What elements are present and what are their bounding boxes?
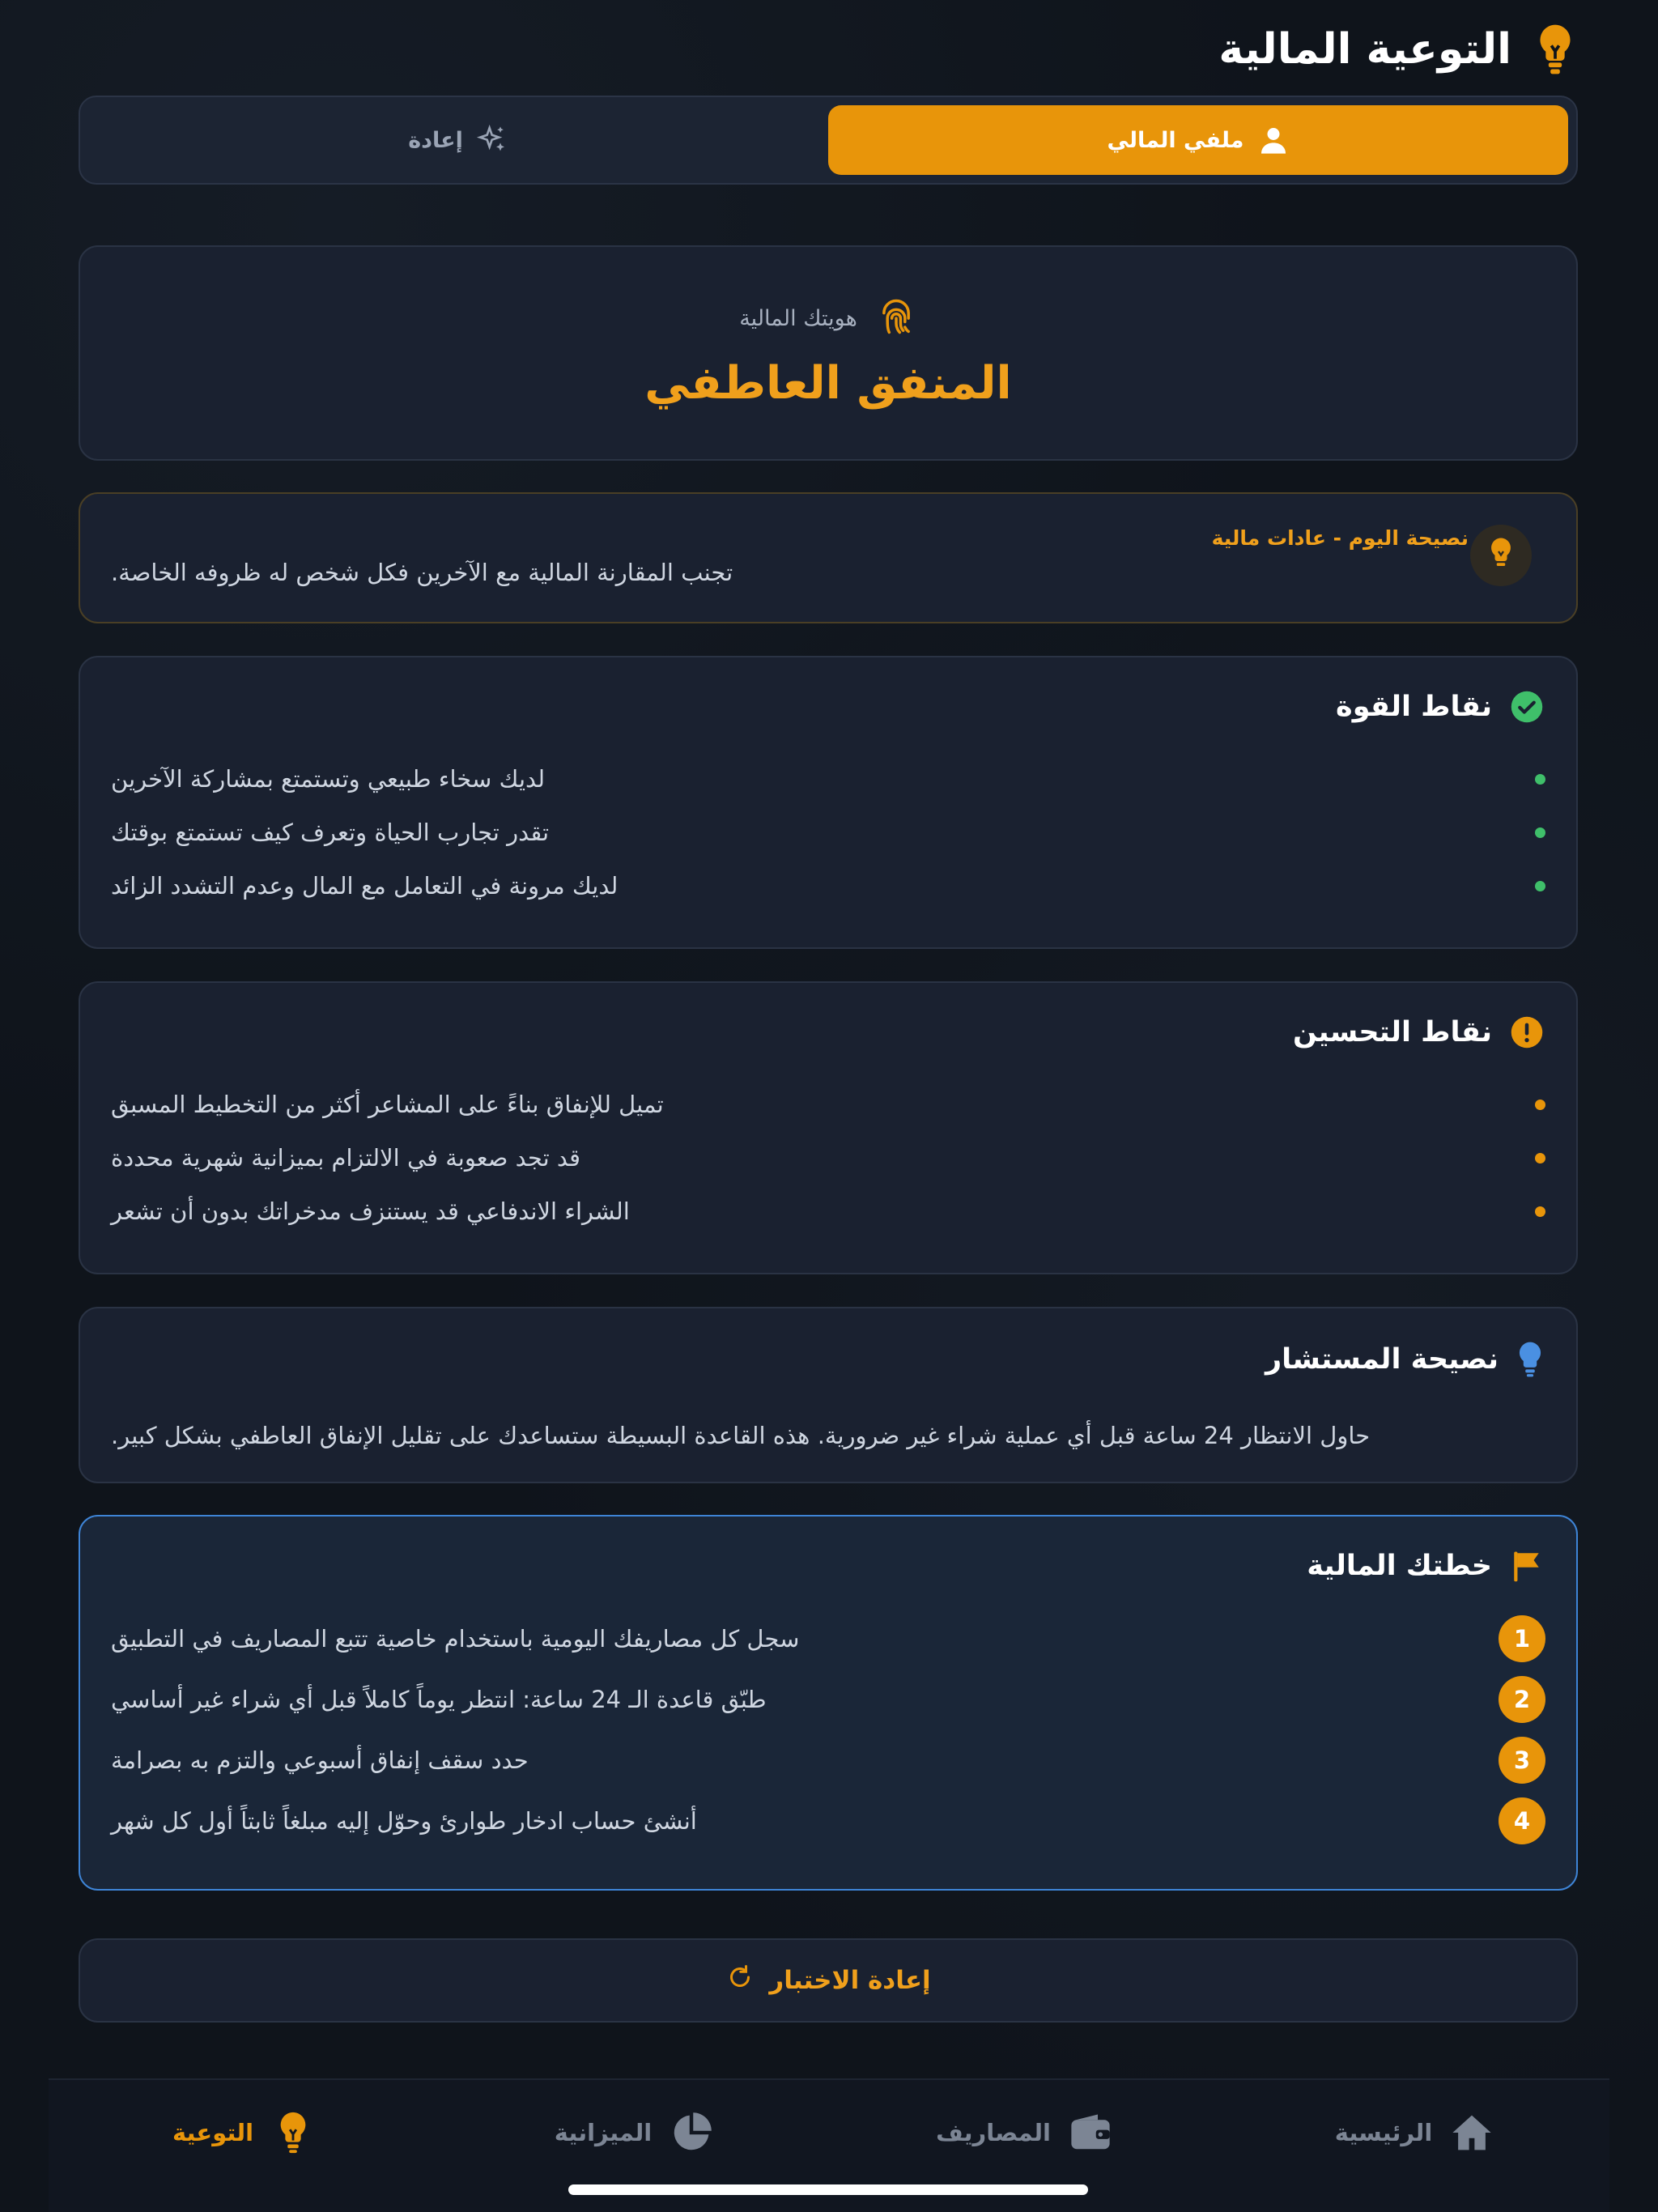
financial-identity-card — [79, 245, 1578, 461]
tab-my-profile[interactable] — [828, 105, 1568, 175]
advisor-text: حاول الانتظار 24 ساعة قبل أي عملية شراء غير ضرورية. هذه القاعدة البسيطة ستساعدك على تقليل الإنفاق العاطفي بشكل كبير. — [111, 1422, 1371, 1449]
identity-value: المنفق العاطفي — [644, 357, 1012, 410]
bullet-dot — [1535, 1153, 1545, 1163]
step-number: 1 — [1499, 1615, 1545, 1662]
nav-label: المصاريف — [936, 2119, 1051, 2146]
tip-title: نصيحة اليوم - عادات مالية — [1211, 526, 1469, 550]
list-item-text: قد تجد صعوبة في الالتزام بميزانية شهرية محددة — [111, 1144, 580, 1172]
tip-text: تجنب المقارنة المالية مع الآخرين فكل شخص له ظروفه الخاصة. — [111, 559, 733, 586]
bullet-dot — [1535, 774, 1545, 785]
exclamation-circle-icon — [1510, 1015, 1544, 1049]
step-number: 3 — [1499, 1737, 1545, 1784]
lightbulb-icon — [271, 2111, 315, 2155]
bullet-dot — [1535, 1206, 1545, 1217]
section-title: نقاط التحسين — [1292, 1016, 1492, 1049]
list-item-text: الشراء الاندفاعي قد يستنزف مدخراتك بدون أن تشعر — [111, 1197, 630, 1225]
nav-awareness[interactable] — [49, 2111, 439, 2155]
list-item — [111, 1193, 1545, 1229]
lightbulb-icon — [1533, 23, 1578, 76]
list-item-text: تقدر تجارب الحياة وتعرف كيف تستمتع بوقتك — [111, 819, 550, 846]
check-circle-icon — [1510, 690, 1544, 724]
bullet-dot — [1535, 1100, 1545, 1110]
flag-icon — [1510, 1549, 1544, 1583]
retake-quiz-button[interactable] — [79, 1938, 1578, 2023]
list-item — [111, 815, 1545, 850]
profile-tabs — [79, 96, 1578, 185]
identity-label: هويتك المالية — [739, 305, 857, 331]
improvements-card — [79, 981, 1578, 1274]
page-header — [1218, 23, 1578, 76]
user-icon — [1257, 124, 1290, 156]
list-item-text: لديك سخاء طبيعي وتستمتع بمشاركة الآخرين — [111, 765, 546, 793]
nav-label: الميزانية — [554, 2119, 653, 2146]
plan-step — [111, 1615, 1545, 1662]
step-text: أنشئ حساب ادخار طوارئ وحوّل إليه مبلغاً ثابتاً أول كل شهر — [111, 1807, 697, 1835]
list-item — [111, 1140, 1545, 1176]
bullet-dot — [1535, 881, 1545, 891]
identity-label-row — [80, 294, 1576, 342]
refresh-icon — [725, 1963, 755, 1998]
sparkles-icon — [476, 124, 508, 156]
section-header — [1293, 1015, 1544, 1049]
section-header — [1265, 1341, 1544, 1378]
nav-label: الرئيسية — [1334, 2119, 1433, 2146]
plan-step — [111, 1737, 1545, 1784]
step-text: طبّق قاعدة الـ 24 ساعة: انتظر يوماً كاملاً قبل أي شراء غير أساسي — [111, 1686, 767, 1713]
step-number: 2 — [1499, 1676, 1545, 1723]
section-title: نصيحة المستشار — [1265, 1343, 1499, 1376]
list-item — [111, 868, 1545, 904]
list-item-text: تميل للإنفاق بناءً على المشاعر أكثر من التخطيط المسبق — [111, 1091, 664, 1118]
step-text: حدد سقف إنفاق أسبوعي والتزم به بصرامة — [111, 1746, 529, 1774]
section-title: خطتك المالية — [1307, 1550, 1492, 1582]
step-number: 4 — [1499, 1797, 1545, 1844]
section-header — [1336, 690, 1544, 724]
wallet-icon — [1069, 2111, 1112, 2155]
tab-reset[interactable] — [88, 105, 828, 175]
home-indicator — [568, 2184, 1088, 2195]
daily-tip-card — [79, 492, 1578, 623]
section-header — [1307, 1549, 1544, 1583]
list-item — [111, 1087, 1545, 1122]
nav-expenses[interactable] — [829, 2111, 1219, 2155]
nav-label: التوعية — [172, 2119, 254, 2146]
page-title: التوعية المالية — [1218, 25, 1511, 74]
section-title: نقاط القوة — [1336, 691, 1492, 723]
nav-budget[interactable] — [439, 2111, 829, 2155]
retake-label: إعادة الاختبار — [769, 1966, 931, 1995]
home-icon — [1450, 2111, 1494, 2155]
strengths-card — [79, 656, 1578, 949]
list-item — [111, 761, 1545, 797]
nav-home[interactable] — [1219, 2111, 1609, 2155]
lightbulb-icon — [1516, 1341, 1544, 1378]
plan-step — [111, 1676, 1545, 1723]
financial-plan-card — [79, 1515, 1578, 1891]
tab-label: ملفي المالي — [1107, 127, 1244, 153]
tab-label: إعادة — [408, 127, 463, 153]
step-text: سجل كل مصاريفك اليومية باستخدام خاصية تتبع المصاريف في التطبيق — [111, 1625, 800, 1653]
fingerprint-icon — [875, 294, 917, 342]
list-item-text: لديك مرونة في التعامل مع المال وعدم التشدد الزائد — [111, 872, 619, 900]
plan-step — [111, 1797, 1545, 1844]
bullet-dot — [1535, 827, 1545, 838]
advisor-card — [79, 1307, 1578, 1483]
pie-chart-icon — [670, 2111, 713, 2155]
